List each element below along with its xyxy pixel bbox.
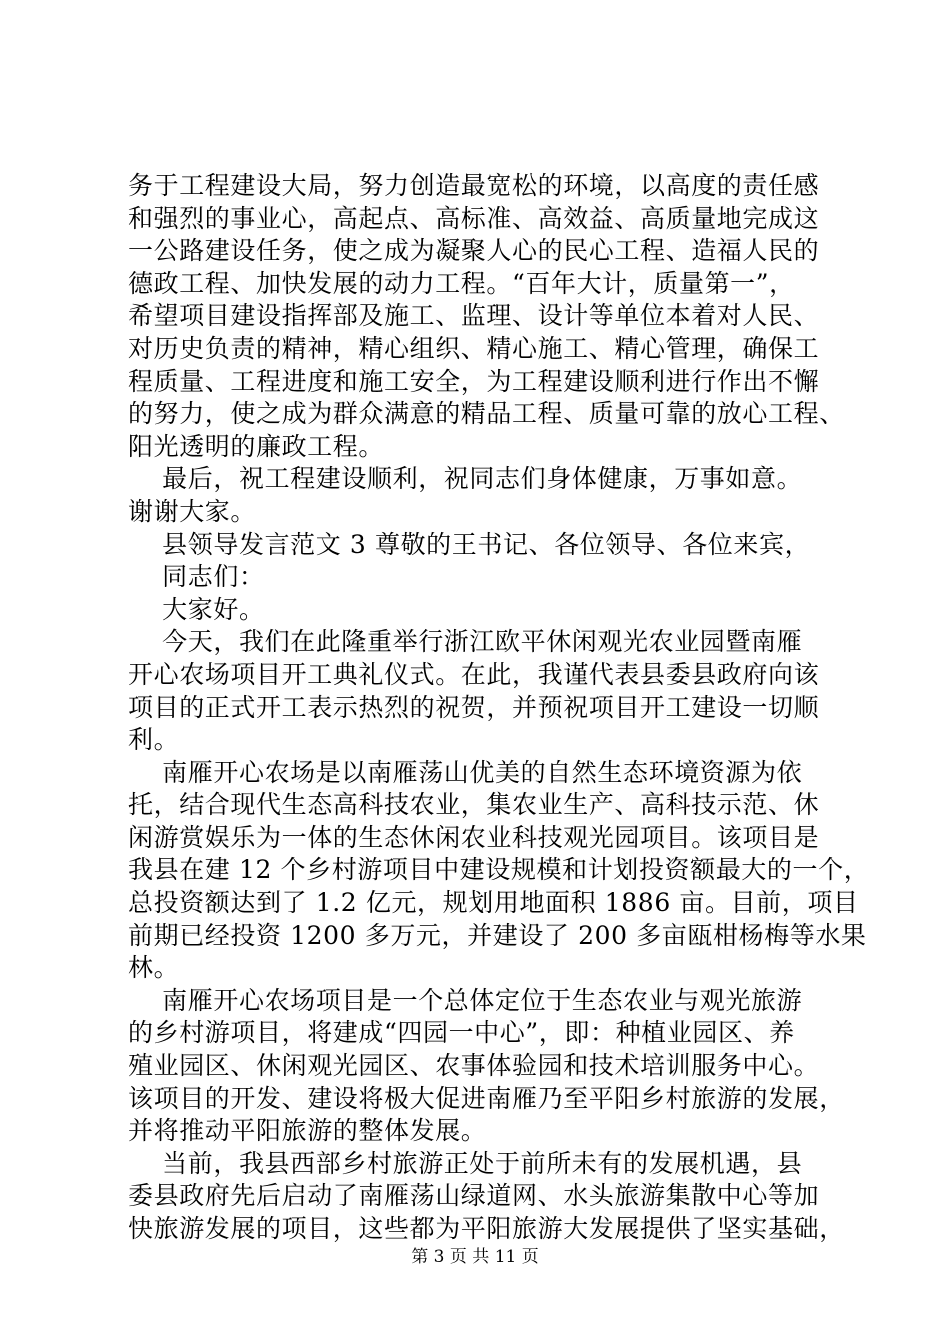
text-line: 一公路建设任务，使之成为凝聚人心的民心工程、造福人民的: [128, 236, 820, 266]
text-line: 快旅游发展的项目，这些都为平阳旅游大发展提供了坚实基础，: [128, 1214, 845, 1243]
text-line: 南雁开心农场是以南雁荡山优美的自然生态环境资源为依: [128, 757, 803, 787]
text-line: 林。: [128, 953, 180, 983]
text-line: 殖业园区、休闲观光园区、农事体验园和技术培训服务中心。: [128, 1051, 820, 1081]
text-line: 最后，祝工程建设顺利，祝同志们身体健康，万事如意。: [128, 464, 803, 494]
text-line: 该项目的开发、建设将极大促进南雁乃至平阳乡村旅游的发展，: [128, 1083, 845, 1113]
text-line: 并将推动平阳旅游的整体发展。: [128, 1116, 487, 1146]
text-line: 当前，我县西部乡村旅游正处于前所未有的发展机遇，县: [128, 1148, 803, 1178]
text-line: 谢谢大家。: [128, 496, 257, 526]
text-line: 对历史负责的精神，精心组织、精心施工、精心管理，确保工: [128, 333, 820, 363]
text-line: 利。: [128, 725, 180, 755]
text-line: 程质量、工程进度和施工安全，为工程建设顺利进行作出不懈: [128, 366, 820, 396]
text-line: 的努力，使之成为群众满意的精品工程、质量可靠的放心工程、: [128, 399, 845, 429]
text-line: 县领导发言范文 3 尊敬的王书记、各位领导、各位来宾，: [128, 529, 811, 559]
text-line: 希望项目建设指挥部及施工、监理、设计等单位本着对人民、: [128, 301, 820, 331]
text-line: 同志们：: [128, 562, 265, 592]
text-line: 阳光透明的廉政工程。: [128, 431, 385, 461]
text-line: 闲游赏娱乐为一体的生态休闲农业科技观光园项目。该项目是: [128, 822, 820, 852]
text-line: 今天，我们在此隆重举行浙江欧平休闲观光农业园暨南雁: [128, 627, 803, 657]
text-line: 前期已经投资 1200 多万元，并建设了 200 多亩瓯柑杨梅等水果: [128, 920, 867, 950]
page-footer: 第 3 页 共 11 页: [411, 1247, 539, 1267]
text-line: 托，结合现代生态高科技农业，集农业生产、高科技示范、休: [128, 790, 820, 820]
text-line: 总投资额达到了 1.2 亿元，规划用地面积 1886 亩。目前，项目: [128, 888, 859, 918]
text-line: 和强烈的事业心，高起点、高标准、高效益、高质量地完成这: [128, 203, 820, 233]
text-line: 委县政府先后启动了南雁荡山绿道网、水头旅游集散中心等加: [128, 1181, 820, 1211]
text-line: 大家好。: [128, 594, 265, 624]
text-line: 项目的正式开工表示热烈的祝贺，并预祝项目开工建设一切顺: [128, 692, 820, 722]
text-line: 南雁开心农场项目是一个总体定位于生态农业与观光旅游: [128, 985, 803, 1015]
text-line: 的乡村游项目，将建成“四园一中心”，即：种植业园区、养: [128, 1018, 795, 1048]
document-body: [128, 170, 870, 1246]
text-line: 德政工程、加快发展的动力工程。“百年大计，质量第一”，: [128, 268, 795, 298]
text-line: 我县在建 12 个乡村游项目中建设规模和计划投资额最大的一个，: [128, 855, 870, 885]
text-line: 开心农场项目开工典礼仪式。在此，我谨代表县委县政府向该: [128, 659, 820, 689]
text-line: 务于工程建设大局，努力创造最宽松的环境，以高度的责任感: [128, 171, 820, 200]
